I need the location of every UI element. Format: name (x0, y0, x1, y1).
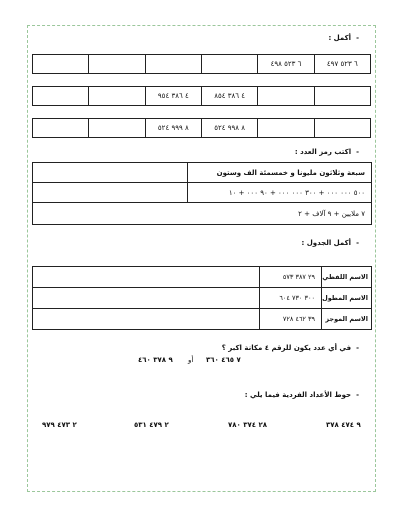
section-place-value-title: في أي عدد يكون للرقم ٤ مكانة اكبر ؟ (221, 344, 352, 352)
seq1-cell-1: ٦ ٥٢٣ ٤٩٧ (314, 55, 370, 74)
section-odd-numbers-heading: -حوط الأعداد الفردية فيما يلي : (244, 391, 359, 399)
section-number-symbol-title: اكتب رمز العدد : (294, 148, 352, 156)
symbol-prompt-2: ٥٠٠ ٠٠٠ ٠٠٠ + ٣٠٠ ٠٠٠ ٠٠٠ + ٩٠ ٠٠٠ + ١٠ (188, 183, 372, 203)
seq1-cell-3[interactable] (201, 55, 257, 74)
symbol-prompt-3: ٧ ملايين + ٩ آلاف + ٢ (33, 203, 372, 225)
seq1-cell-5[interactable] (89, 55, 145, 74)
place-value-option-2[interactable]: ٩ ٣٧٨ ٤٦٠ (138, 356, 173, 364)
section-odd-numbers-title: حوط الأعداد الفردية فيما يلي : (244, 391, 352, 399)
seq3-cell-5[interactable] (89, 119, 145, 138)
seq3-cell-3: ٨ ٩٩٨ ٥٢٤ (201, 119, 257, 138)
names-value-1: ٢٩ ٣٨٧ ٥٧٣ (260, 267, 322, 288)
number-symbol-table (32, 162, 372, 225)
sequence-table-3 (32, 118, 371, 138)
seq3-cell-1[interactable] (314, 119, 370, 138)
place-value-or: أو (188, 356, 194, 364)
odd-candidate-4[interactable]: ٢ ٤٧٣ ٩٧٩ (42, 421, 77, 429)
seq2-cell-1[interactable] (314, 87, 370, 106)
sequence-table-2 (32, 86, 371, 106)
names-answer-2[interactable] (33, 288, 260, 309)
odd-candidate-2[interactable]: ٢٨ ٣٧٤ ٧٨٠ (228, 421, 268, 429)
worksheet-page (27, 25, 376, 492)
seq2-cell-3: ٤ ٣٨٦ ٨٥٤ (201, 87, 257, 106)
section-complete-title: أكمل : (328, 34, 352, 42)
names-value-2: ٣٠٠ ٧٣٠ ٦٠٤ (260, 288, 322, 309)
section-complete-table-heading: -أكمل الجدول : (301, 239, 359, 247)
seq2-cell-5[interactable] (89, 87, 145, 106)
symbol-answer-2[interactable] (33, 183, 188, 203)
symbol-answer-1[interactable] (33, 163, 188, 183)
section-complete-heading: -أكمل : (328, 34, 359, 42)
place-value-option-1[interactable]: ٧ ٤٦٥ ٣٦٠ (206, 356, 241, 364)
seq1-cell-2: ٦ ٥٢٣ ٤٩٨ (258, 55, 314, 74)
section-complete-table-title: أكمل الجدول : (301, 239, 352, 247)
sequence-table-1 (32, 54, 371, 74)
names-label-2: الاسم المطول (322, 288, 372, 309)
number-names-table (32, 266, 372, 330)
section-number-symbol-heading: -اكتب رمز العدد : (294, 148, 359, 156)
odd-candidate-1[interactable]: ٩ ٤٧٤ ٣٧٨ (326, 421, 361, 429)
seq1-cell-6[interactable] (33, 55, 89, 74)
seq2-cell-4: ٤ ٣٨٦ ٩٥٤ (145, 87, 201, 106)
seq3-cell-6[interactable] (33, 119, 89, 138)
symbol-prompt-1: سبعة وثلاثون مليونا و خمسمئة الف وستون (188, 163, 372, 183)
names-answer-3[interactable] (33, 309, 260, 330)
seq3-cell-2[interactable] (258, 119, 314, 138)
section-place-value-heading: -في أي عدد يكون للرقم ٤ مكانة اكبر ؟ (221, 344, 359, 352)
seq3-cell-4: ٨ ٩٩٩ ٥٢٤ (145, 119, 201, 138)
names-answer-1[interactable] (33, 267, 260, 288)
names-label-3: الاسم الموجز (322, 309, 372, 330)
odd-candidate-3[interactable]: ٢ ٤٧٩ ٥٣١ (134, 421, 169, 429)
seq1-cell-4[interactable] (145, 55, 201, 74)
seq2-cell-2[interactable] (258, 87, 314, 106)
seq2-cell-6[interactable] (33, 87, 89, 106)
names-value-3: ٣٩ ٤٦٢ ٧٢٨ (260, 309, 322, 330)
names-label-1: الاسم اللفظي (322, 267, 372, 288)
